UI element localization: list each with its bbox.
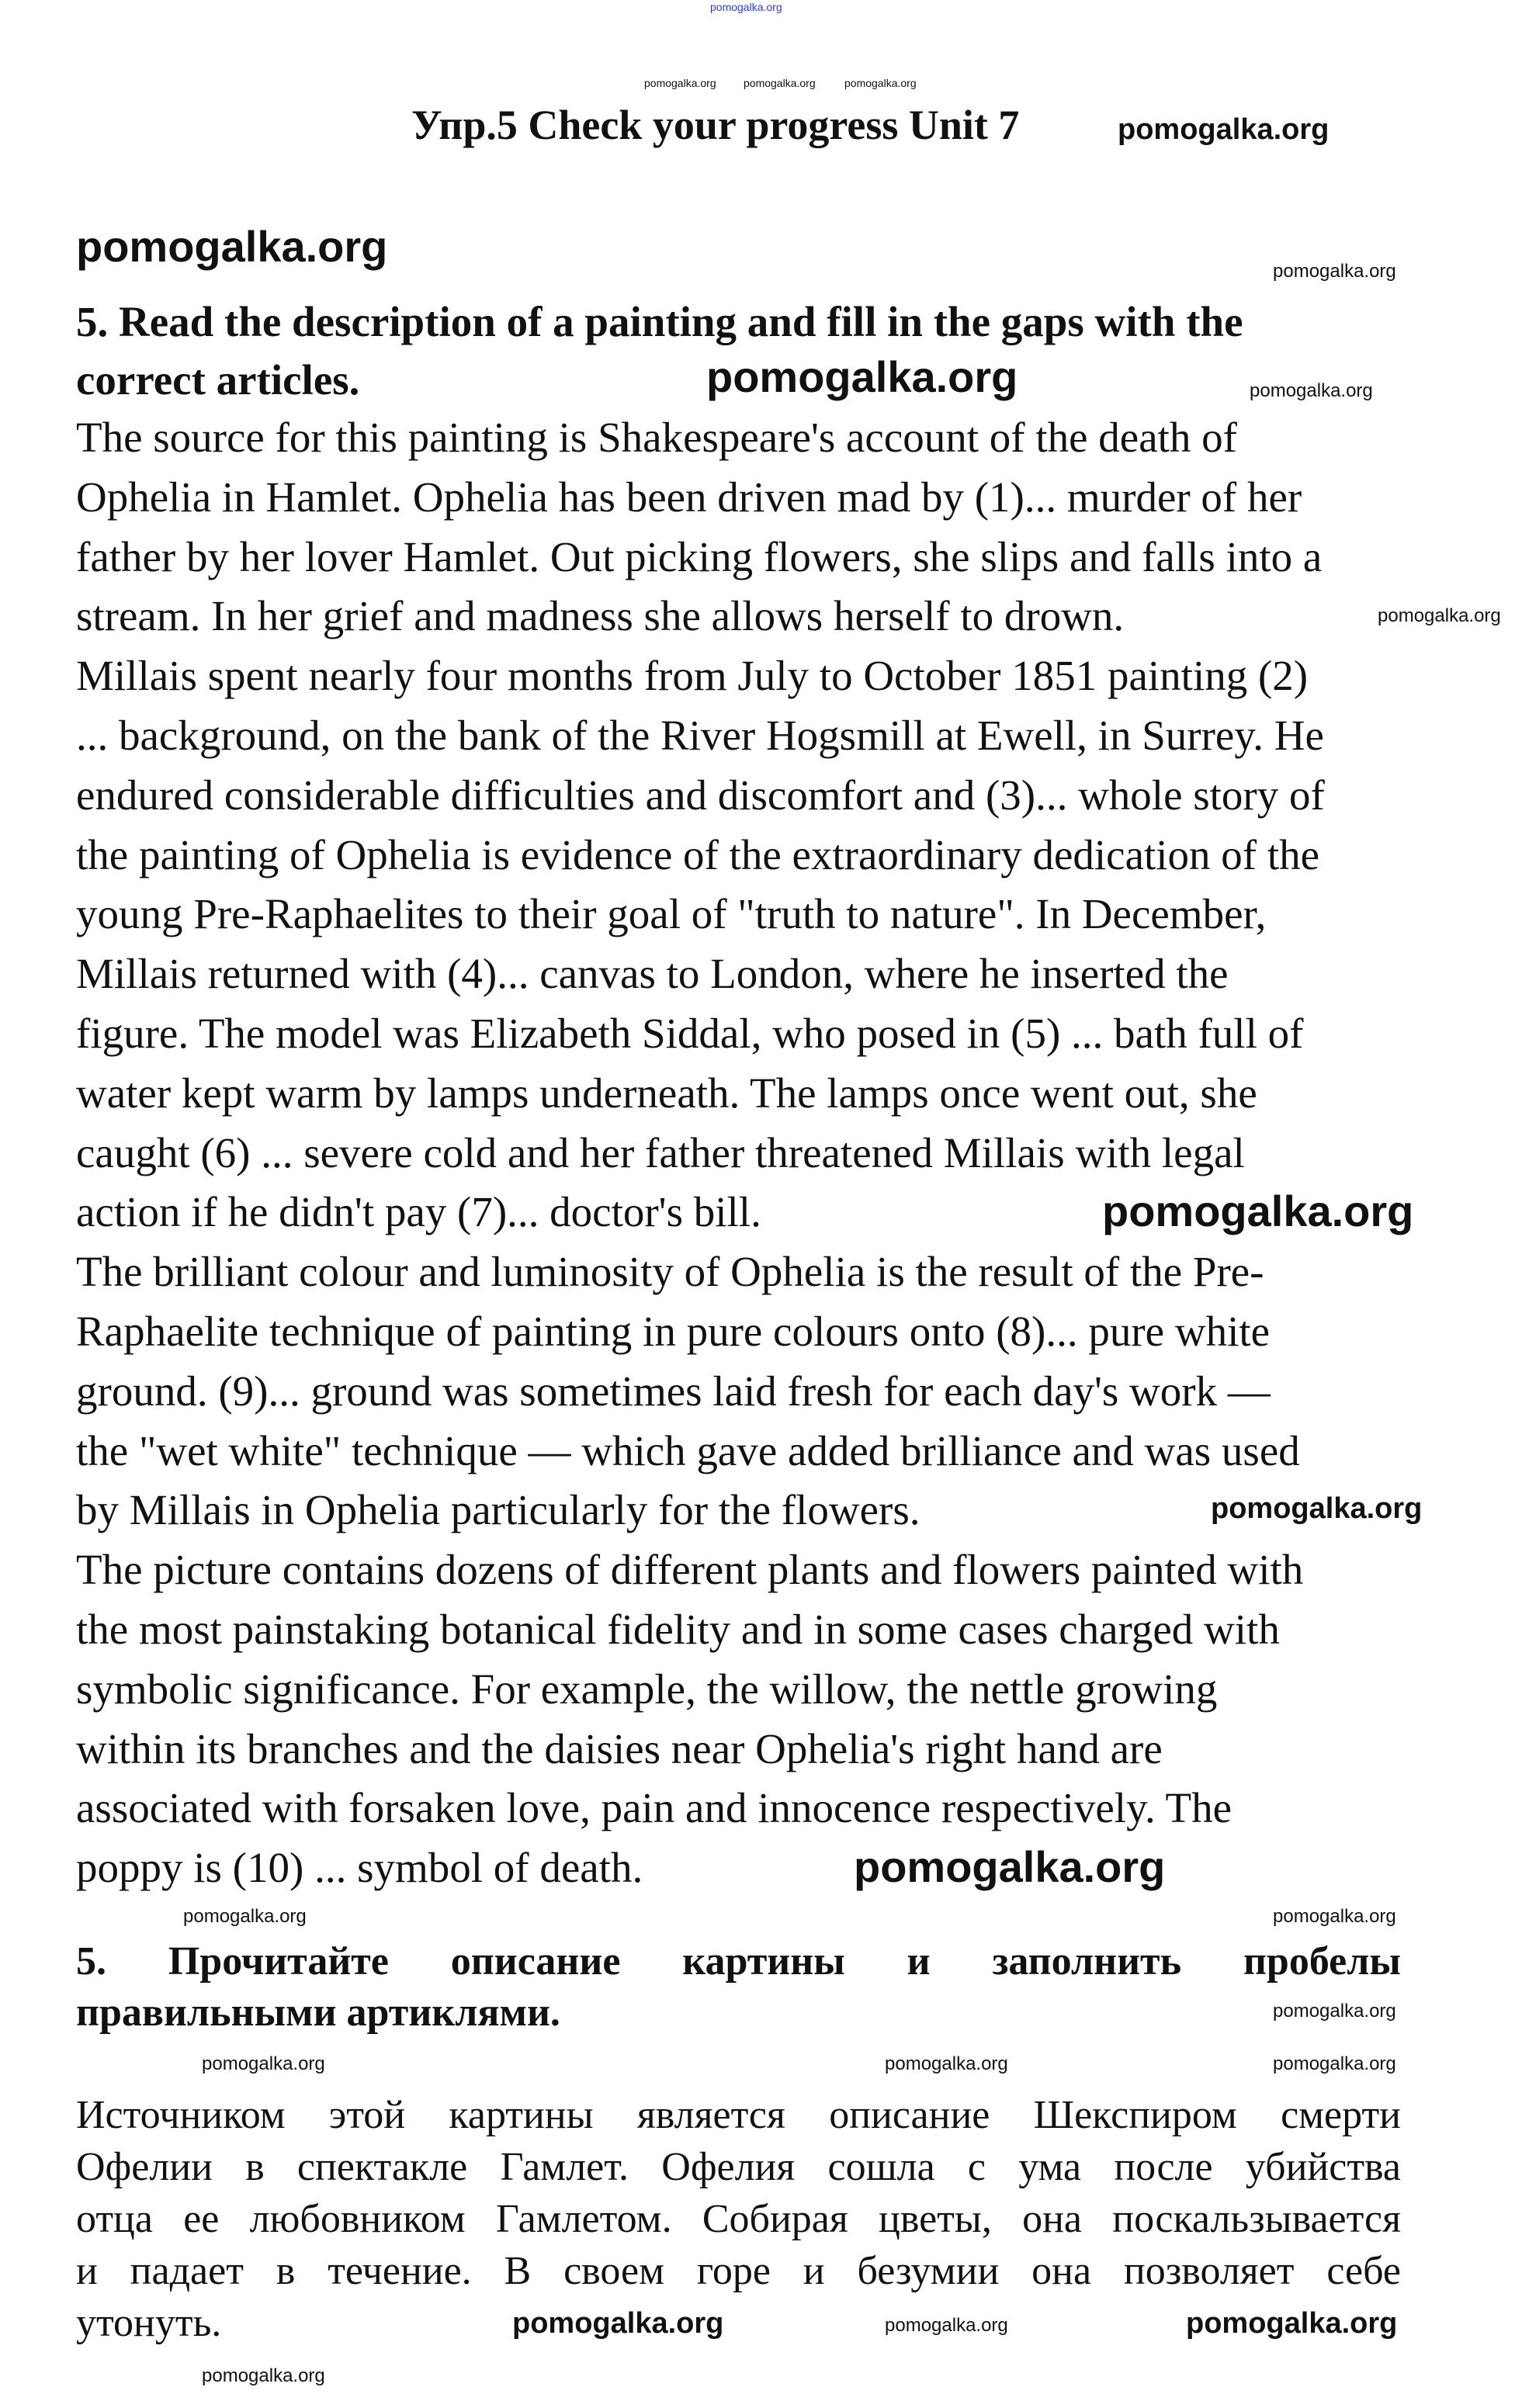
text-line: figure. The model was Elizabeth Siddal, who posed in (5) ... bath full of <box>76 1010 1304 1057</box>
heading-line: correct articles. <box>76 356 360 404</box>
text-line: Millais spent nearly four months from July to October 1851 painting (2) <box>76 652 1309 700</box>
heading-line: правильными артиклями. <box>76 1990 560 2035</box>
watermark: pomogalka.org <box>1250 380 1373 401</box>
text-line: The source for this painting is Shakespeare's account of the death of <box>76 414 1237 461</box>
watermark: pomogalka.org <box>202 2053 325 2074</box>
watermark: pomogalka.org <box>1273 261 1396 282</box>
text-line: Источником этой картины является описание Шекспиром смерти <box>76 2093 1401 2137</box>
watermark: pomogalka.org <box>512 2307 724 2340</box>
text-line: young Pre-Raphaelites to their goal of "truth to nature". In December, <box>76 890 1267 938</box>
watermark: pomogalka.org <box>644 77 716 89</box>
watermark: pomogalka.org <box>1378 605 1501 626</box>
text-line: и падает в течение. В своем горе и безумии она позволяет себе <box>76 2249 1401 2293</box>
text-line: Офелии в спектакле Гамлет. Офелия сошла с ума после убийства <box>76 2145 1401 2189</box>
text-line: Millais returned with (4)... canvas to London, where he inserted the <box>76 950 1229 998</box>
text-line: ... background, on the bank of the River Hogsmill at Ewell, in Surrey. He <box>76 712 1324 759</box>
text-line: the painting of Ophelia is evidence of the extraordinary dedication of the <box>76 830 1320 878</box>
text-line: action if he didn't pay (7)... doctor's bill. <box>76 1188 761 1236</box>
heading-line: 5. Прочитайте описание картины и заполнить пробелы <box>76 1939 1401 1984</box>
text-line: by Millais in Ophelia particularly for the flowers. <box>76 1486 920 1534</box>
watermark: pomogalka.org <box>844 77 917 89</box>
watermark: pomogalka.org <box>183 1906 307 1927</box>
text-line: Raphaelite technique of painting in pure colours onto (8)... pure white <box>76 1308 1271 1355</box>
watermark: pomogalka.org <box>1273 1906 1396 1927</box>
watermark: pomogalka.org <box>1186 2307 1398 2340</box>
heading-line: 5. Read the description of a painting and fill in the gaps with the <box>76 298 1243 345</box>
text-line: endured considerable difficulties and discomfort and (3)... whole story of <box>76 771 1325 819</box>
watermark: pomogalka.org <box>1102 1187 1414 1235</box>
watermark: pomogalka.org <box>885 2053 1008 2074</box>
text-line: water kept warm by lamps underneath. The lamps once went out, she <box>76 1069 1257 1117</box>
watermark: pomogalka.org <box>1118 113 1330 146</box>
text-line: the "wet white" technique — which gave added brilliance and was used <box>76 1426 1300 1474</box>
watermark: pomogalka.org <box>1273 2053 1396 2074</box>
text-line: утонуть. <box>76 2301 222 2345</box>
text-line: The picture contains dozens of different plants and flowers painted with <box>76 1546 1304 1594</box>
text-line: stream. In her grief and madness she allows herself to drown. <box>76 592 1125 640</box>
text-line: отца ее любовником Гамлетом. Собирая цветы, она поскальзывается <box>76 2197 1401 2241</box>
watermark: pomogalka.org <box>706 352 1018 401</box>
watermark: pomogalka.org <box>76 222 388 271</box>
text-line: within its branches and the daisies near Ophelia's right hand are <box>76 1724 1163 1772</box>
page-title: Упр.5 Check your progress Unit 7 <box>411 102 1020 148</box>
text-line: father by her lover Hamlet. Out picking flowers, she slips and falls into a <box>76 532 1323 580</box>
text-line: symbolic significance. For example, the willow, the nettle growing <box>76 1665 1218 1713</box>
watermark: pomogalka.org <box>202 2365 325 2386</box>
watermark: pomogalka.org <box>854 1842 1166 1891</box>
text-line: poppy is (10) ... symbol of death. <box>76 1844 643 1892</box>
text-line: The brilliant colour and luminosity of Ophelia is the result of the Pre- <box>76 1248 1264 1296</box>
text-line: ground. (9)... ground was sometimes laid fresh for each day's work — <box>76 1367 1271 1415</box>
text-line: associated with forsaken love, pain and innocence respectively. The <box>76 1784 1232 1832</box>
watermark: pomogalka.org <box>710 1 782 13</box>
text-line: Ophelia in Hamlet. Ophelia has been driven mad by (1)... murder of her <box>76 473 1302 521</box>
watermark: pomogalka.org <box>744 77 816 89</box>
watermark: pomogalka.org <box>885 2315 1008 2336</box>
watermark: pomogalka.org <box>1211 1492 1423 1525</box>
text-line: the most painstaking botanical fidelity and in some cases charged with <box>76 1606 1280 1653</box>
text-line: caught (6) ... severe cold and her father threatened Millais with legal <box>76 1128 1245 1176</box>
watermark: pomogalka.org <box>1273 2001 1396 2022</box>
